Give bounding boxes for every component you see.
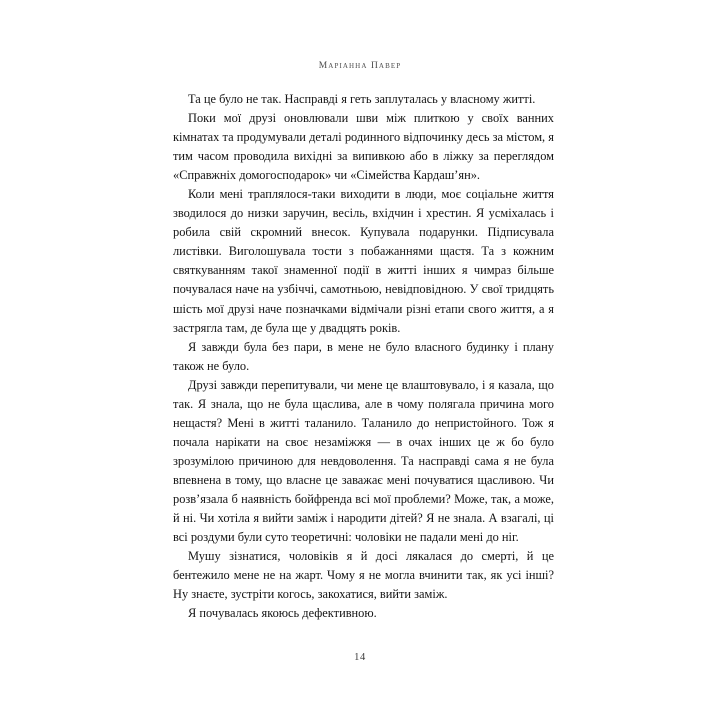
paragraph: Я почувалась якоюсь дефективною. — [188, 606, 377, 621]
paragraph: Я завжди була без пари, в мене не було власного будинку і плану також не було. — [173, 339, 554, 373]
paragraph: Мушу зізнатися, чоловіків я й досі лякалася до смерті, й це бентежило мене не на жарт. Чому я не могла вчинити так, як усі інші? Ну знаєте, зустріти когось, закохатися, вийти заміж. — [173, 549, 554, 602]
body-text-block — [173, 90, 554, 623]
paragraph: Друзі завжди перепитували, чи мене це влаштовувало, і я казала, що так. Я знала, що не була щаслива, але в чому полягала причина мого нещастя? Мені в житті таланило. Таланило до непристойного. Тож я почала нарікати на своє незаміжжя — в очах інших це ж бо було зрозумілою причиною для невдоволення. Та насправді сама я не була впевнена в тому, що власне це заважає мені почуватися щасливою. Чи розв’язала б наявність бойфренда всі мої проблеми? Може, так, а може, й ні. Чи хотіла я вийти заміж і народити дітей? Я не знала. А взагалі, ці всі роздуми були суто теоретичні: чоловіки не падали мені до ніг. — [173, 377, 554, 545]
running-head: Маріанна Павер — [318, 61, 402, 71]
paragraph: Коли мені траплялося-таки виходити в люди, моє соціальне життя зводилося до низки заручин, весіль, вхідчин і хрестин. Я усміхалась і робила свій скромний внесок. Купувала подарунки. Підписувала листівки. Виголошувала тости з побажаннями щастя. Та з кожним святкуванням такої знаменної події в житті інших я чимраз більше почувалася наче на узбіччі, самотньою, невідповідною. У свої тридцять шість мої друзі наче позначками відмічали різні етапи свого життя, а я застрягла там, де була ще у двадцять років. — [173, 187, 554, 335]
page-number: 14 — [354, 652, 366, 663]
paragraph: Та це було не так. Насправді я геть заплуталась у власному житті. — [188, 92, 536, 106]
paragraph: Поки мої друзі оновлювали шви між плиткою у своїх ванних кімнатах та продумували деталі родинного відпочинку десь за містом, я тим часом проводила вихідні за випивкою або в ліжку за переглядом «Справжніх домогосподарок» чи «Сімейства Кардаш’ян». — [173, 111, 554, 183]
